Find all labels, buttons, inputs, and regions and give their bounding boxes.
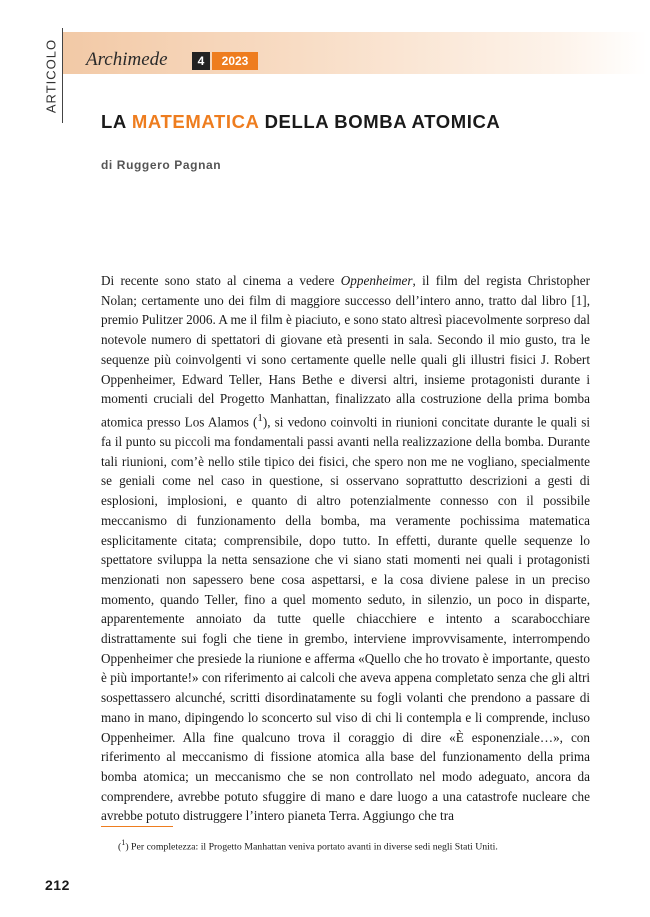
footnote-rule xyxy=(101,826,173,827)
body-text-1: Di recente sono stato al cinema a vedere xyxy=(101,273,341,288)
body-text-3: ), si vedono coinvolti in riunioni concitate durante le quali si fa il punto su piccoli ma fondamentali passi avanti nella realizzazione della bomba. Durante tali riunioni, com’è nello stile tipico dei fisici, che spero non me ne vogliano, specialmente se geniali come nel caso in questione, si osservano soprattutto descrizioni a gesti di esplosioni, implosioni, e quanto di altro potenzialmente connesso con il possibile meccanismo di funzionamento della bomba, ma veramente pochissima matematica esplicitamente citata; comprensibile, dopo tutto. In effetti, durante quelle sequenze lo spettatore sviluppa la netta sensazione che vi siano stati momenti nei quali i protagonisti menzionati non sapessero bene cosa aspettarsi, e la cosa diviene palese in un preciso momento, quando Teller, fino a quel momento seduto, in silenzio, un poco in disparte, apparentemente annoiato da tutte quelle chiacchiere e intento a scarabocchiare distrattamente sui fogli che tiene in grembo, interviene improvvisamente, interrompendo Oppenheimer che presiede la riunione e afferma «Quello che ho trovato è importante, questo è più importante!» con riferimento ai calcoli che aveva appena completato senza che gli altri sospettassero alcunché, scritti disordinatamente su fogli volanti che prendono a passare di mano in mano, dipingendo lo sconcerto sul viso di chi li contempla e li comprende, incluso Oppenheimer. Alla fine qualcuno trova il coraggio di dire «È esponenziale…», con riferimento al meccanismo di fissione atomica alla base del funzionamento della prima bomba atomica; un meccanismo che se non controllato nel modo adeguato, ancora da comprendere, avrebbe potuto sfuggire di mano e dare luogo a una catastrofe nucleare che avrebbe potuto distruggere l’intero pianeta Terra. Aggiungo che tra xyxy=(101,414,590,824)
body-text-2: , il film del regista Christopher Nolan; certamente uno dei film di maggiore successo dell’intero anno, tratto dal libro [1], premio Pulitzer 2006. A me il film è piaciuto, e sono stato altresì piacevolmente sorpreso dal notevole numero di spettatori di giovane età presenti in sala. Secondo il mio gusto, tra le sequenze più coinvolgenti vi sono certamente quelle nelle quali gli illustri fisici J. Robert Oppenheimer, Edward Teller, Hans Bethe e diversi altri, insieme protagonisti durante i momenti cruciali del Progetto Manhattan, finalizzato alla costruzione della prima bomba atomica presso Los Alamos ( xyxy=(101,273,590,430)
journal-name: Archimede xyxy=(86,49,168,70)
issue-year-badge: 2023 xyxy=(212,52,258,70)
issue-number-badge: 4 xyxy=(192,52,210,70)
body-paragraph xyxy=(101,271,590,826)
footnote-marker: 1 xyxy=(121,838,126,847)
title-accent: MATEMATICA xyxy=(131,111,259,132)
film-title: Oppenheimer xyxy=(340,273,413,288)
title-part-2: DELLA BOMBA ATOMICA xyxy=(258,111,501,132)
section-label-text: ARTICOLO xyxy=(43,38,59,113)
footnote-reference[interactable]: 1 xyxy=(257,411,263,424)
page-number: 212 xyxy=(45,877,70,893)
footnote-text: Per completezza: il Progetto Manhattan veniva portato avanti in diverse sedi negli Stati Uniti. xyxy=(128,841,498,853)
title-part-1: LA xyxy=(101,111,132,132)
article-title xyxy=(101,111,571,132)
footnote: ($^1$) Per completezza: il Progetto Manhattan veniva portato avanti in diverse sedi negli Stati Uniti. xyxy=(118,838,498,853)
article-author: di Ruggero Pagnan xyxy=(101,158,222,172)
section-label xyxy=(45,28,57,123)
